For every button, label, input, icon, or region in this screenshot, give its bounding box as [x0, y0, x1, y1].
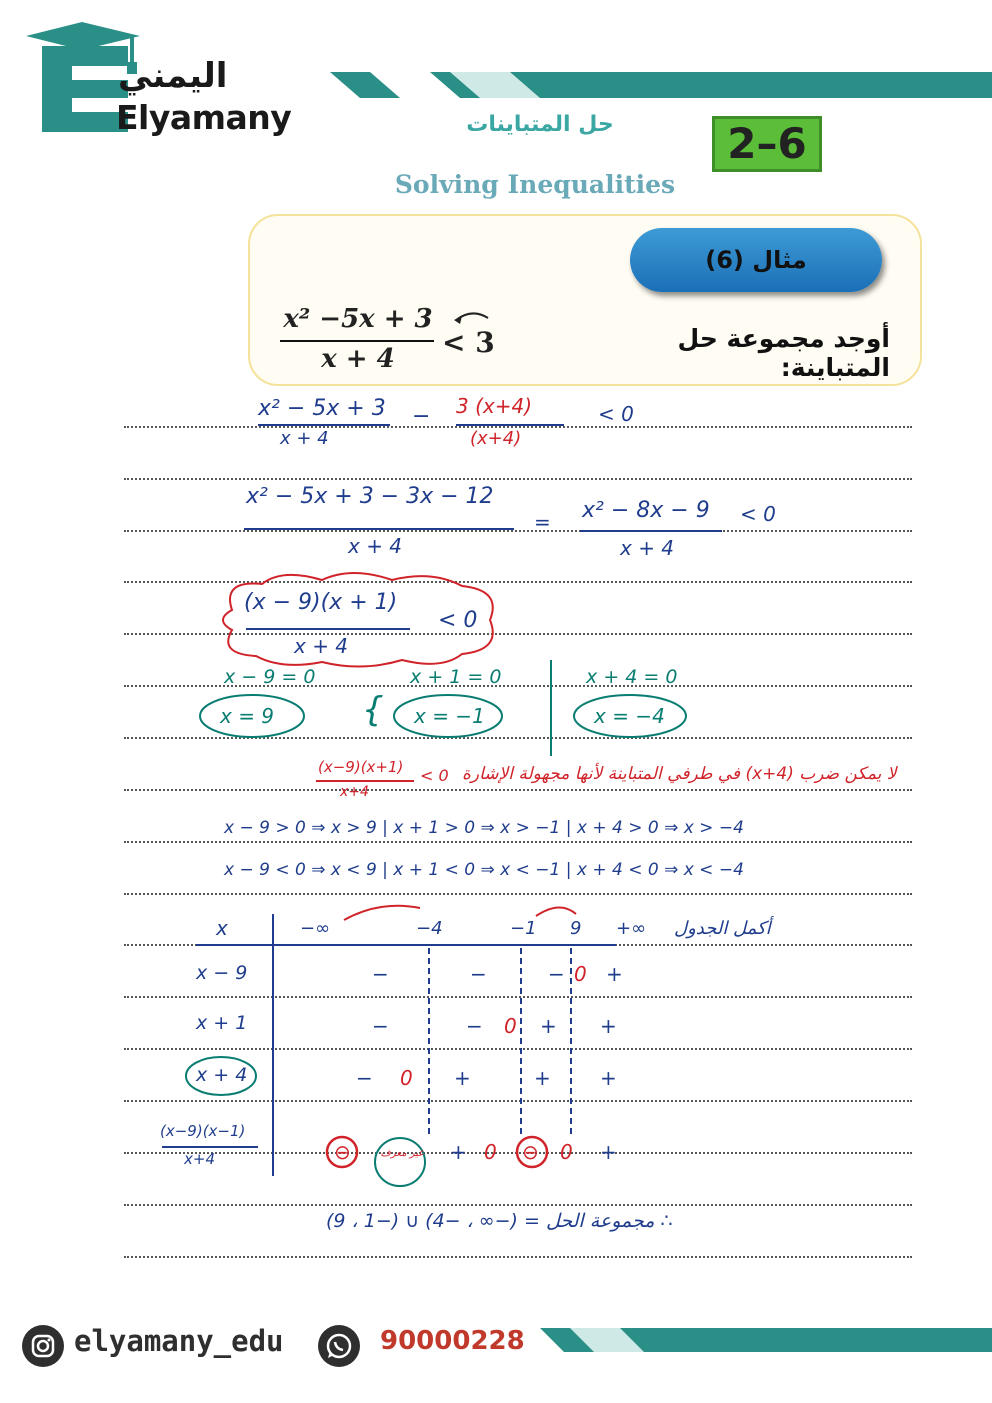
root-1: x = 9 [220, 704, 275, 728]
fraction-bar [280, 340, 434, 342]
row1-cell: + [606, 962, 623, 986]
row3-cell: − [356, 1066, 373, 1090]
step3-relation: < 0 [438, 608, 478, 633]
row4-cell: ⊖ [334, 1140, 351, 1164]
row3-cell: + [600, 1066, 617, 1090]
guide-line [428, 948, 430, 1134]
row4-cell: + [600, 1140, 617, 1164]
step8-cases-negative: x − 9 < 0 ⇒ x < 9 | x + 1 < 0 ⇒ x < −1 | x + 4 < 0 ⇒ x < −4 [224, 860, 744, 880]
ruled-line [124, 789, 912, 791]
lesson-number-badge: 2–6 [712, 116, 822, 172]
step1-numerator2: 3 (x+4) [456, 394, 533, 418]
example-question: أوجد مجموعة حل المتباينة: [677, 324, 890, 382]
footer-stripe [540, 1326, 992, 1354]
table-caption: أكمل الجدول [674, 918, 771, 939]
step1-denominator2: (x+4) [470, 428, 522, 449]
step2-equals: = [534, 510, 551, 534]
row4-cell: ⊖ [522, 1140, 539, 1164]
ruled-line [124, 1100, 912, 1102]
step4-eq2: x + 1 = 0 [410, 666, 502, 688]
step1-minus: − [412, 404, 431, 429]
ruled-line [124, 893, 912, 895]
undefined-cloud-icon [372, 1134, 428, 1190]
whatsapp-icon[interactable] [318, 1325, 360, 1367]
instagram-handle[interactable]: elyamany_edu [74, 1324, 284, 1358]
row4-undefined: غير معرف [380, 1148, 424, 1159]
guide-line [520, 948, 522, 1134]
row3-cell: + [454, 1066, 471, 1090]
ruled-line [124, 530, 912, 532]
solution-set: ∴ مجموعة الحل = (−∞ ، −4) ∪ (−1 ، 9) [326, 1210, 673, 1232]
guide-line [570, 948, 572, 1134]
point-9: 9 [570, 918, 582, 939]
brand-name-en: Elyamany [116, 98, 292, 137]
step4-eq3: x + 4 = 0 [586, 666, 678, 688]
step2-numerator2: x² − 8x − 9 [582, 498, 710, 523]
step2-fraction-bar [244, 528, 514, 530]
row1-cell: − [372, 962, 389, 986]
table-header-line [196, 944, 616, 946]
row1-cell: − [548, 962, 565, 986]
example-badge: مثال (6) [630, 228, 882, 292]
row4-fraction-bar [162, 1146, 258, 1148]
row1-cell: 0 [574, 962, 587, 986]
step1-fraction-bar [258, 424, 390, 426]
header-stripe [330, 68, 992, 102]
table-vertical-axis [272, 914, 274, 1176]
point-pos-inf: +∞ [616, 918, 647, 939]
step2-relation: < 0 [740, 502, 776, 526]
ruled-line [124, 478, 912, 480]
root-2: x = −1 [414, 704, 485, 728]
step1-relation: < 0 [598, 402, 634, 426]
step6-fraction-bar [316, 780, 414, 782]
ruled-line [124, 1204, 912, 1206]
row2-cell: + [540, 1014, 557, 1038]
row1-cell: − [470, 962, 487, 986]
row4-cell: + [450, 1140, 467, 1164]
step3-numerator: (x − 9)(x + 1) [244, 590, 398, 615]
step4-eq1: x − 9 = 0 [224, 666, 316, 688]
ruled-line [124, 996, 912, 998]
row2-label: x + 1 [196, 1012, 248, 1034]
row2-cell: − [466, 1014, 483, 1038]
row2-cell: − [372, 1014, 389, 1038]
divider [550, 660, 552, 756]
step6-relation: < 0 [420, 766, 449, 785]
arrow-annotation-icon [452, 306, 492, 326]
point-neg4: −4 [416, 918, 443, 939]
brace: { [362, 690, 384, 730]
lesson-title-en: Solving Inequalities [394, 170, 676, 199]
lesson-title-ar: حل المتباينات [466, 112, 614, 137]
ruled-line [124, 1256, 912, 1258]
step7-cases-positive: x − 9 > 0 ⇒ x > 9 | x + 1 > 0 ⇒ x > −1 | x + 4 > 0 ⇒ x > −4 [224, 818, 744, 838]
row4-cell: 0 [560, 1140, 573, 1164]
interval-arc-icon [340, 900, 590, 924]
row3-cell: 0 [400, 1066, 413, 1090]
step1-numerator: x² − 5x + 3 [258, 396, 386, 421]
step2-denominator: x + 4 [348, 534, 403, 558]
row2-cell: 0 [504, 1014, 517, 1038]
step3-denominator: x + 4 [294, 634, 349, 658]
brand-name-ar: اليمني [118, 56, 228, 96]
row4-label-den: x+4 [184, 1150, 215, 1168]
point-neg-inf: −∞ [300, 918, 331, 939]
row3-label: x + 4 [196, 1064, 248, 1086]
instagram-icon[interactable] [22, 1325, 64, 1367]
point-neg1: −1 [510, 918, 537, 939]
inequality-denominator: x + 4 [321, 344, 395, 374]
ruled-line [124, 841, 912, 843]
table-header-var: x [216, 916, 228, 940]
inequality-numerator: x² −5x + 3 [283, 304, 433, 334]
row3-cell: + [534, 1066, 551, 1090]
step1-fraction-bar2 [456, 424, 564, 426]
step6-note: لا يمكن ضرب (x+4) في طرفي المتباينة لأنها مجهولة الإشارة [462, 764, 897, 784]
step2-denominator2: x + 4 [620, 536, 675, 560]
step6-frac-den: x+4 [340, 784, 369, 800]
ruled-line [124, 1048, 912, 1050]
row4-label-num: (x−9)(x−1) [160, 1122, 246, 1140]
step6-frac-num: (x−9)(x+1) [318, 758, 404, 776]
root-3: x = −4 [594, 704, 665, 728]
step2-fraction-bar2 [580, 530, 722, 532]
inequality-relation: < 3 [442, 326, 495, 359]
phone-number[interactable]: 90000228 [380, 1326, 525, 1356]
step1-denominator: x + 4 [280, 428, 329, 449]
row2-cell: + [600, 1014, 617, 1038]
row1-label: x − 9 [196, 962, 248, 984]
step3-fraction-bar [246, 628, 410, 630]
row4-cell: 0 [484, 1140, 497, 1164]
step2-numerator: x² − 5x + 3 − 3x − 12 [246, 484, 494, 509]
